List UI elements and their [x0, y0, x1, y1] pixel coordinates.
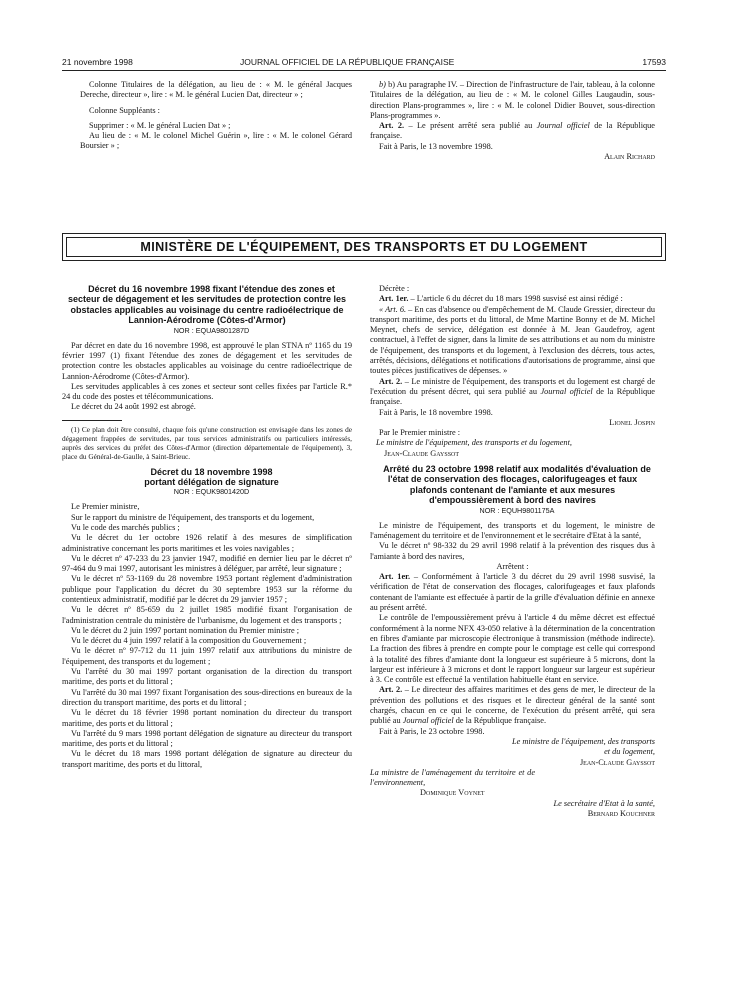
article-paragraph: « Art. 6. – En cas d'absence ou d'empêchement de M. Claude Gressier, directeur du transport maritime, des ports et du littoral, de Mme Martine Bonny et de M. Michel Meynet, chefs de service, délégation est donnée à M. Jean Gaudefroy, agent contractuel, à l'effet de signer, dans la limite de ses attributions et au nom du ministre de l'équipement, des transports et du logement, à l'exclusion des décrets, tous actes, arrêtés, décisions, délégations et notifications d'autorisations de programme, ainsi que toutes pièces justificatives de dépenses. » — [370, 304, 656, 376]
minister-title: Le ministre de l'équipement, des transports et du logement, — [376, 438, 572, 448]
visa-paragraph: Vu le décret nº 85-659 du 2 juillet 1985 modifié fixant l'organisation de l'administration centrale du ministère de l'urbanisme, du logement et des transports ; — [62, 605, 352, 625]
top-right-block — [370, 80, 655, 162]
text-paragraph: Au lieu de : « M. le colonel Michel Guérin », lire : « M. le colonel Gérard Boursier » ; — [80, 131, 352, 151]
header-journal-title: JOURNAL OFFICIEL DE LA RÉPUBLIQUE FRANÇAISE — [240, 57, 455, 67]
text-paragraph: Vu le décret nº 98-332 du 29 avril 1998 relatif à la prévention des risques dus à l'amiante à bord des navires, — [370, 541, 655, 561]
text-paragraph: Par décret en date du 16 novembre 1998, est approuvé le plan STNA nº 1165 du 19 février 1997 (1) fixant l'étendue des zones de dégagement et les servitudes de protection contre les obstacles applicables au voisinage du centre radioélectrique de Lannion-Aérodrome (Côtes-d'Armor). — [62, 340, 352, 381]
signature: Jean-Claude Gayssot — [384, 448, 460, 458]
visa-paragraph: Vu le décret nº 47-233 du 23 janvier 1947, modifié en dernier lieu par le décret nº 97-464 du 9 mai 1997, autorisant les ministres à déléguer, par arrêté, leur signature ; — [62, 553, 352, 574]
visa-paragraph: Vu le décret nº 97-712 du 11 juin 1997 relatif aux attributions du ministre de l'équipement, des transports et du logement ; — [62, 646, 352, 666]
article-paragraph: Art. 2. – Le présent arrêté sera publié au Journal officiel de la République française. — [370, 121, 655, 141]
header-date: 21 novembre 1998 — [62, 57, 133, 67]
fait-line: Fait à Paris, le 23 octobre 1998. — [379, 726, 485, 736]
text-paragraph: Le contrôle de l'empoussièrement prévu à l'article 4 du même décret est effectué conformément à la norme NFX 43-050 relative à la détermination de la concentration en fibres d'amiante par microscopie électronique à transmission (méthode indirecte). La fraction des fibres à prendre en compte pour le comptage est celle qui correspond à la totalité des fibres d'amiante dont la longueur est supérieure à 5 microns, dont la largeur est inférieure à 3 microns et dont le rapport longueur sur largeur est supérieur à 3. Ce contrôle est effectué la ventilation habituelle étant en service. — [370, 613, 655, 685]
visa-paragraph: Sur le rapport du ministre de l'équipement, des transports et du logement, — [71, 512, 315, 522]
nor-reference: NOR : EQUH9801175A — [479, 505, 555, 515]
visa-paragraph: Vu le décret du 1er octobre 1926 relatif à des mesures de simplification administrative concernant les ports maritimes et les voies navigables ; — [62, 533, 352, 553]
article-paragraph: Art. 1er. – Conformément à l'article 3 du décret du 29 avril 1998 susvisé, la vérification de l'état de conservation des flocages, calorifugeages et faux plafonds contenant de l'amiante est effectuée à partir de la grille d'évaluation définie en annexe au présent arrêté. — [370, 572, 655, 613]
visa-paragraph: Le Premier ministre, — [71, 502, 140, 512]
text-paragraph: Le décret du 24 août 1992 est abrogé. — [71, 402, 196, 412]
list-marker: b) — [379, 80, 389, 89]
text-paragraph: Colonne Titulaires de la délégation, au lieu de : « M. le général Jacques Dereche, directeur », lire : « M. le général Lucien Dat, directeur » ; — [80, 80, 352, 100]
visa-paragraph: Vu l'arrêté du 30 mai 1997 portant organisation de la direction du transport maritime, des ports et du littoral ; — [62, 667, 352, 687]
footnote-rule — [62, 420, 122, 421]
visa-paragraph: Vu le décret du 2 juin 1997 portant nomination du Premier ministre ; — [71, 625, 300, 635]
arrete-title: Arrêté du 23 octobre 1998 relatif aux modalités d'évaluation de l'état de conservation des flocages, calorifugeages et faux plafonds contenant de l'amiante et aux mesures d'empoussièrement à bord des navires — [383, 464, 651, 506]
right-column — [370, 284, 655, 819]
decree-visas — [62, 502, 352, 770]
decree-title: portant délégation de signature — [144, 476, 279, 487]
visa-paragraph: Vu le code des marchés publics ; — [71, 522, 180, 532]
visa-paragraph: Vu l'arrêté du 9 mars 1998 portant délégation de signature au directeur du transport maritime, des ports et du littoral ; — [62, 728, 352, 749]
signature: Lionel Jospin — [609, 417, 655, 427]
visa-paragraph: Vu le décret nº 53-1169 du 28 novembre 1953 portant règlement d'administration publique pour l'application du décret du 30 septembre 1953 sur la réforme du contentieux administratif, modifié par le décret du 29 janvier 1957 ; — [62, 574, 352, 604]
left-column — [62, 284, 352, 770]
signature: Bernard Kouchner — [587, 808, 655, 818]
top-left-block — [80, 80, 352, 152]
visa-paragraph: Vu l'arrêté du 30 mai 1997 fixant l'organisation des sous-directions en bureaux de la direction du transport maritime, des ports et du littoral ; — [62, 687, 352, 707]
footnote: (1) Ce plan doit être consulté, chaque fois qu'une construction est envisagée dans les zones de dégagement frappées de servitudes, par tous services administratifs ou particuliers intéressés, auprès des services du préfet des Côtes-d'Armor (direction départementale de l'équipement), 3, place du Général-de-Gaulle, à Saint-Brieuc. — [62, 424, 352, 462]
signatory-title: La ministre de l'aménagement du territoire et de l'environnement, — [370, 767, 535, 788]
header-page-number: 17593 — [642, 57, 666, 67]
article-paragraph: Art. 2. – Le directeur des affaires maritimes et des gens de mer, le directeur de la prévention des pollutions et des risques et le directeur général de la santé sont chargés, chacun en ce qui le concerne, de l'exécution du présent arrêté, qui sera publié au Journal officiel de la République française. — [370, 685, 656, 726]
signature: Alain Richard — [604, 152, 655, 162]
text-paragraph: Colonne Suppléants : — [89, 105, 160, 115]
visa-paragraph: Vu le décret du 18 février 1998 portant nomination du directeur du transport maritime, des ports et du littoral ; — [62, 708, 352, 728]
decree-title: Décret du 16 novembre 1998 fixant l'étendue des zones et secteur de dégagement et les servitudes de protection contre les obstacles applicables au voisinage du centre radioélectrique de Lannion-Aérodrome (Côtes-d'Armor) — [67, 284, 347, 326]
text-paragraph: b) b) Au paragraphe IV. – Direction de l'infrastructure de l'air, tableau, à la colonne Titulaires de la délégation, au lieu de : « M. le colonel Gilles Laugaudin, sous-direction Plans-programmes », lire : « M. le colonel Didier Bouvet, sous-direction Plans-programmes ». — [370, 80, 655, 120]
text-paragraph: Supprimer : « M. le général Lucien Dat » ; — [89, 120, 231, 130]
par-line: Par le Premier ministre : — [379, 428, 461, 438]
ministry-title: MINISTÈRE DE L'ÉQUIPEMENT, DES TRANSPORTS ET DU LOGEMENT — [66, 237, 662, 257]
signature: Dominique Voynet — [420, 788, 485, 798]
article-paragraph: Art. 2. – Le ministre de l'équipement, des transports et du logement est chargé de l'exécution du présent décret, qui sera publié au Journal officiel de la République française. — [370, 376, 655, 407]
header-rule — [62, 70, 666, 71]
arretent-line: Arrêtent : — [496, 561, 529, 571]
visa-paragraph: Vu le décret du 4 juin 1997 relatif à la composition du Gouvernement ; — [71, 636, 307, 646]
page-header — [62, 57, 666, 69]
signature: Jean-Claude Gayssot — [579, 757, 655, 767]
fait-line: Fait à Paris, le 13 novembre 1998. — [379, 141, 493, 151]
visa-paragraph: Vu le décret du 18 mars 1998 portant délégation de signature au directeur du transport maritime, des ports et du littoral, — [62, 749, 352, 769]
signatory-title: Le secrétaire d'Etat à la santé, — [553, 798, 655, 808]
fait-line: Fait à Paris, le 18 novembre 1998. — [379, 407, 493, 417]
decrete-line: Décrète : — [379, 284, 410, 293]
signatory-title: Le ministre de l'équipement, des transports et du logement, — [512, 736, 655, 757]
nor-reference: NOR : EQUA9801287D — [173, 325, 250, 335]
decree-title: Décret du 18 novembre 1998 — [150, 466, 273, 477]
text-paragraph: Le ministre de l'équipement, des transports et du logement, le ministre de l'aménagement du territoire et de l'environnement et le secrétaire d'Etat à la santé, — [370, 520, 655, 540]
ministry-banner — [62, 233, 666, 261]
nor-reference: NOR : EQUK9801420D — [173, 487, 250, 497]
article-paragraph: Art. 1er. – L'article 6 du décret du 18 mars 1998 susvisé est ainsi rédigé : — [379, 294, 623, 304]
text-paragraph: Les servitudes applicables à ces zones et secteur sont celles fixées par l'article R.* 24 du code des postes et télécommunications. — [62, 381, 352, 402]
